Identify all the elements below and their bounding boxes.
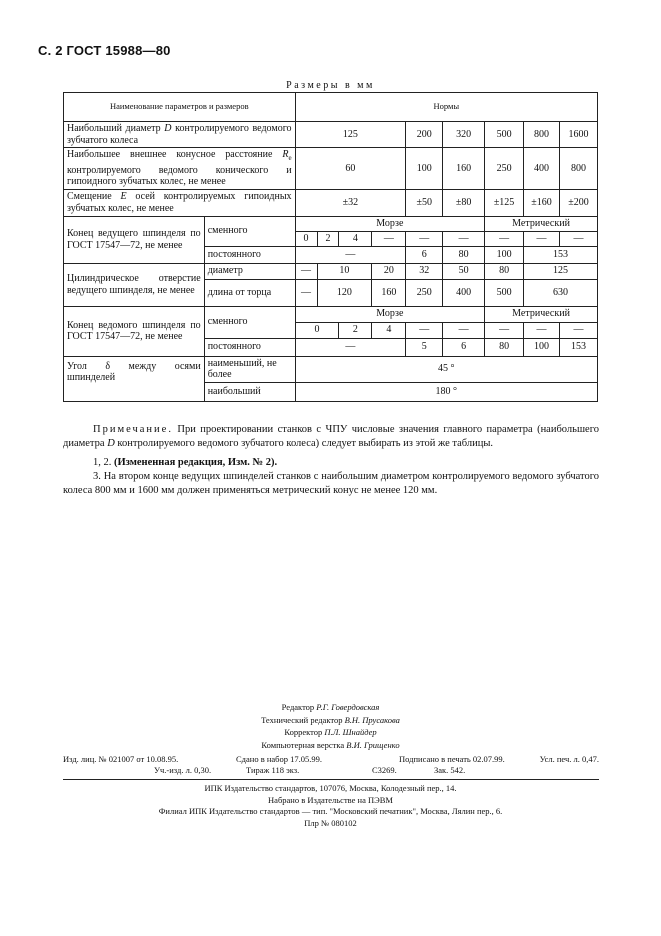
table-header-row: [64, 93, 598, 122]
table-cell: —: [295, 246, 406, 263]
table-cell: 4: [339, 231, 372, 246]
morse-header: Морзе: [295, 216, 485, 231]
table-row: [64, 356, 598, 382]
table-cell: 153: [559, 338, 597, 356]
row-label: Смещение E осей контролируемых гипоидных зубчатых колес, не менее: [64, 189, 296, 216]
row-label: Наибольшее внешнее конусное расстояние $R_e$ контролируемого ведомого конического и гипоидного зубчатых колес, не менее: [64, 148, 296, 190]
table-cell: 200: [406, 122, 443, 148]
paragraph-3: 3. На втором конце ведущих шпинделей станков с наибольшим диаметром контролируемого ведомого зубчатого колеса 800 мм и 1600 мм должен применяться метрический конус не менее 120 мм.: [63, 471, 599, 496]
table-row: [64, 148, 598, 190]
table-cell: 125: [295, 122, 406, 148]
row-label: Цилиндрическое отверстие ведущего шпинделя, не менее: [64, 263, 205, 306]
sub-label: длина от торца: [204, 279, 295, 306]
table-cell: —: [559, 231, 597, 246]
table-row: [64, 122, 598, 148]
credit-editor: Редактор Р.Г. Говердовская: [281, 702, 380, 712]
table-cell: 5: [406, 338, 443, 356]
table-row: [64, 189, 598, 216]
table-cell: 32: [406, 263, 443, 279]
table-cell: 0: [295, 231, 317, 246]
table-row: [64, 263, 598, 279]
table-cell: 20: [372, 263, 406, 279]
table-cell: —: [524, 231, 560, 246]
table-cell: 160: [443, 148, 485, 190]
table-cell: 60: [295, 148, 406, 190]
metric-header: Метрический: [485, 306, 598, 322]
imprint-block: ИПК Издательство стандартов, 107076, Москва, Колодезный пер., 14. Набрано в Издательстве на ПЭВМ Филиал ИПК Издательство стандартов — тип. "Московский печатник", Москва, Лялин пер., 6. Плр № 080102: [158, 783, 503, 828]
table-cell: 2: [317, 231, 339, 246]
table-cell: 153: [524, 246, 598, 263]
table-cell: —: [559, 322, 597, 338]
table-cell: 50: [443, 263, 485, 279]
table-cell: ±80: [443, 189, 485, 216]
table-cell: 100: [406, 148, 443, 190]
table-cell: —: [295, 263, 317, 279]
table-cell: 800: [524, 122, 560, 148]
table-cell: 1600: [559, 122, 597, 148]
credit-layout: Компьютерная верстка В.И. Грищенко: [261, 739, 400, 750]
table-cell: 80: [485, 263, 524, 279]
table-cell: —: [443, 231, 485, 246]
sub-label: сменного: [204, 216, 295, 246]
table-cell: 6: [406, 246, 443, 263]
morse-header: Морзе: [295, 306, 485, 322]
column-header-norms: Нормы: [295, 93, 597, 122]
paragraph-amendment: 1, 2. (Измененная редакция, Изм. № 2).: [93, 457, 278, 468]
table-cell: ±160: [524, 189, 560, 216]
table-cell: —: [443, 322, 485, 338]
table-cell: 100: [485, 246, 524, 263]
table-cell: 630: [524, 279, 598, 306]
table-cell: —: [295, 338, 406, 356]
table-cell: 0: [295, 322, 339, 338]
credit-tech-editor: Технический редактор В.Н. Прусакова: [261, 714, 400, 725]
table-note: Примечание. При проектировании станков с ЧПУ числовые значения главного параметра (наибольшего диаметра D контролируемого ведомого зубчатого колеса) следует выбирать из этой же таблицы.: [63, 424, 599, 449]
table-cell: 10: [317, 263, 372, 279]
table-cell: 120: [317, 279, 372, 306]
table-cell: —: [406, 322, 443, 338]
sub-label: наименьший, не более: [204, 356, 295, 382]
table-caption: Размеры в мм: [286, 80, 375, 91]
table-cell: 500: [485, 122, 524, 148]
table-cell: ±125: [485, 189, 524, 216]
table-cell: ±200: [559, 189, 597, 216]
table-cell: ±32: [295, 189, 406, 216]
column-header-parameters: Наименование параметров и размеров: [64, 93, 296, 122]
table-cell: —: [485, 322, 524, 338]
table-cell: —: [406, 231, 443, 246]
metric-header: Метрический: [485, 216, 598, 231]
table-cell: —: [524, 322, 560, 338]
credits-block: [0, 701, 661, 751]
table-cell: ±50: [406, 189, 443, 216]
row-label: Конец ведущего шпинделя по ГОСТ 17547—72, не менее: [64, 216, 205, 263]
table-cell: 45 °: [295, 356, 597, 382]
table-cell: 125: [524, 263, 598, 279]
table-cell: —: [295, 279, 317, 306]
table-cell: 320: [443, 122, 485, 148]
table-cell: —: [372, 231, 406, 246]
table-row: [64, 216, 598, 231]
divider: [63, 779, 599, 780]
table-cell: 6: [443, 338, 485, 356]
table-cell: 160: [372, 279, 406, 306]
sub-label: постоянного: [204, 246, 295, 263]
table-cell: 180 °: [295, 382, 597, 401]
credit-proofreader: Корректор П.Л. Шнайдер: [284, 727, 377, 737]
sub-label: диаметр: [204, 263, 295, 279]
table-row: [64, 306, 598, 322]
parameters-table: [63, 92, 598, 402]
table-cell: 500: [485, 279, 524, 306]
sub-label: сменного: [204, 306, 295, 338]
row-label: Конец ведомого шпинделя по ГОСТ 17547—72, не менее: [64, 306, 205, 356]
table-cell: 80: [485, 338, 524, 356]
table-cell: 400: [443, 279, 485, 306]
row-label: Наибольший диаметр D контролируемого ведомого зубчатого колеса: [64, 122, 296, 148]
table-cell: 100: [524, 338, 560, 356]
table-cell: —: [485, 231, 524, 246]
table-cell: 400: [524, 148, 560, 190]
page-header: С. 2 ГОСТ 15988—80: [38, 43, 171, 58]
sub-label: наибольший: [204, 382, 295, 401]
table-cell: 250: [406, 279, 443, 306]
sub-label: постоянного: [204, 338, 295, 356]
row-label: Угол δ между осями шпинделей: [64, 356, 205, 401]
table-cell: 250: [485, 148, 524, 190]
table-cell: 2: [339, 322, 372, 338]
table-cell: 800: [559, 148, 597, 190]
table-cell: 80: [443, 246, 485, 263]
table-cell: 4: [372, 322, 406, 338]
